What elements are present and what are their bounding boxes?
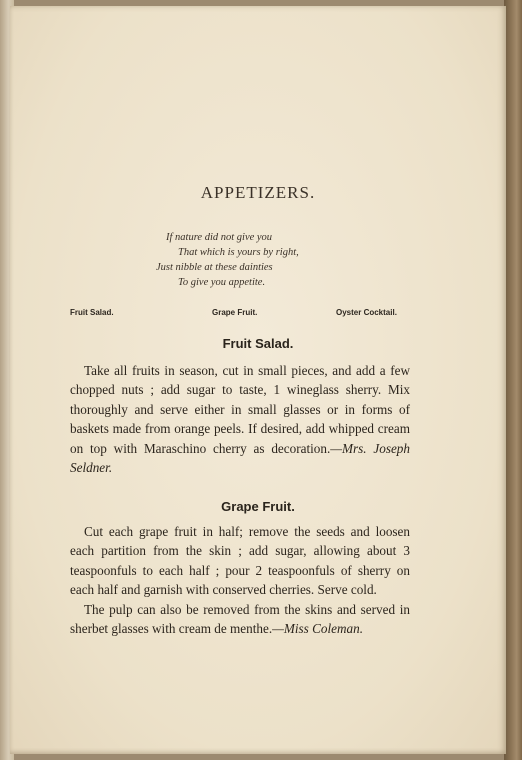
paragraph-text: Take all fruits in season, cut in small pieces, and add a few chopped nuts ; add sugar to taste, 1 wineglass sherry. Mix thoroughly and serve either in small glasses or in forms of baskets made from orange peels. If desired, add whipped cream on top with Maraschino cherry as decoration. [70, 363, 410, 456]
section-heading: Fruit Salad. [222, 336, 294, 351]
book-cover-edge [504, 0, 522, 760]
index-item: Fruit Salad. [70, 308, 114, 317]
attribution: —Miss Coleman. [272, 621, 363, 637]
recipe-paragraph [70, 522, 410, 600]
poem-line: If nature did not give you [166, 232, 273, 243]
index-item: Oyster Cocktail. [336, 308, 397, 317]
book-page [10, 6, 506, 754]
section-heading: Grape Fruit. [221, 499, 295, 514]
recipe-paragraph [70, 600, 410, 639]
poem-line: To give you appetite. [178, 277, 266, 288]
poem-line: Just nibble at these dainties [156, 262, 273, 273]
section-body [70, 522, 410, 638]
index-item: Grape Fruit. [212, 308, 258, 317]
recipe-paragraph [70, 361, 410, 477]
attribution: —Mrs. Joseph Seldner. [70, 440, 410, 476]
epigraph-poem [156, 230, 299, 290]
poem-line: That which is yours by right, [178, 247, 299, 258]
page-title: APPETIZERS. [200, 183, 316, 202]
paragraph-text: The pulp can also be removed from the skins and served in sherbet glasses with cream de menthe. [70, 601, 410, 637]
section-body [70, 361, 410, 477]
paragraph-text: Cut each grape fruit in half; remove the seeds and loosen each partition from the skin ; add sugar, allowing about 3 teaspoonfuls to each half ; pour 2 teaspoonfuls of sherry on each half and garnish with conserved cherries. Serve cold. [70, 524, 410, 598]
